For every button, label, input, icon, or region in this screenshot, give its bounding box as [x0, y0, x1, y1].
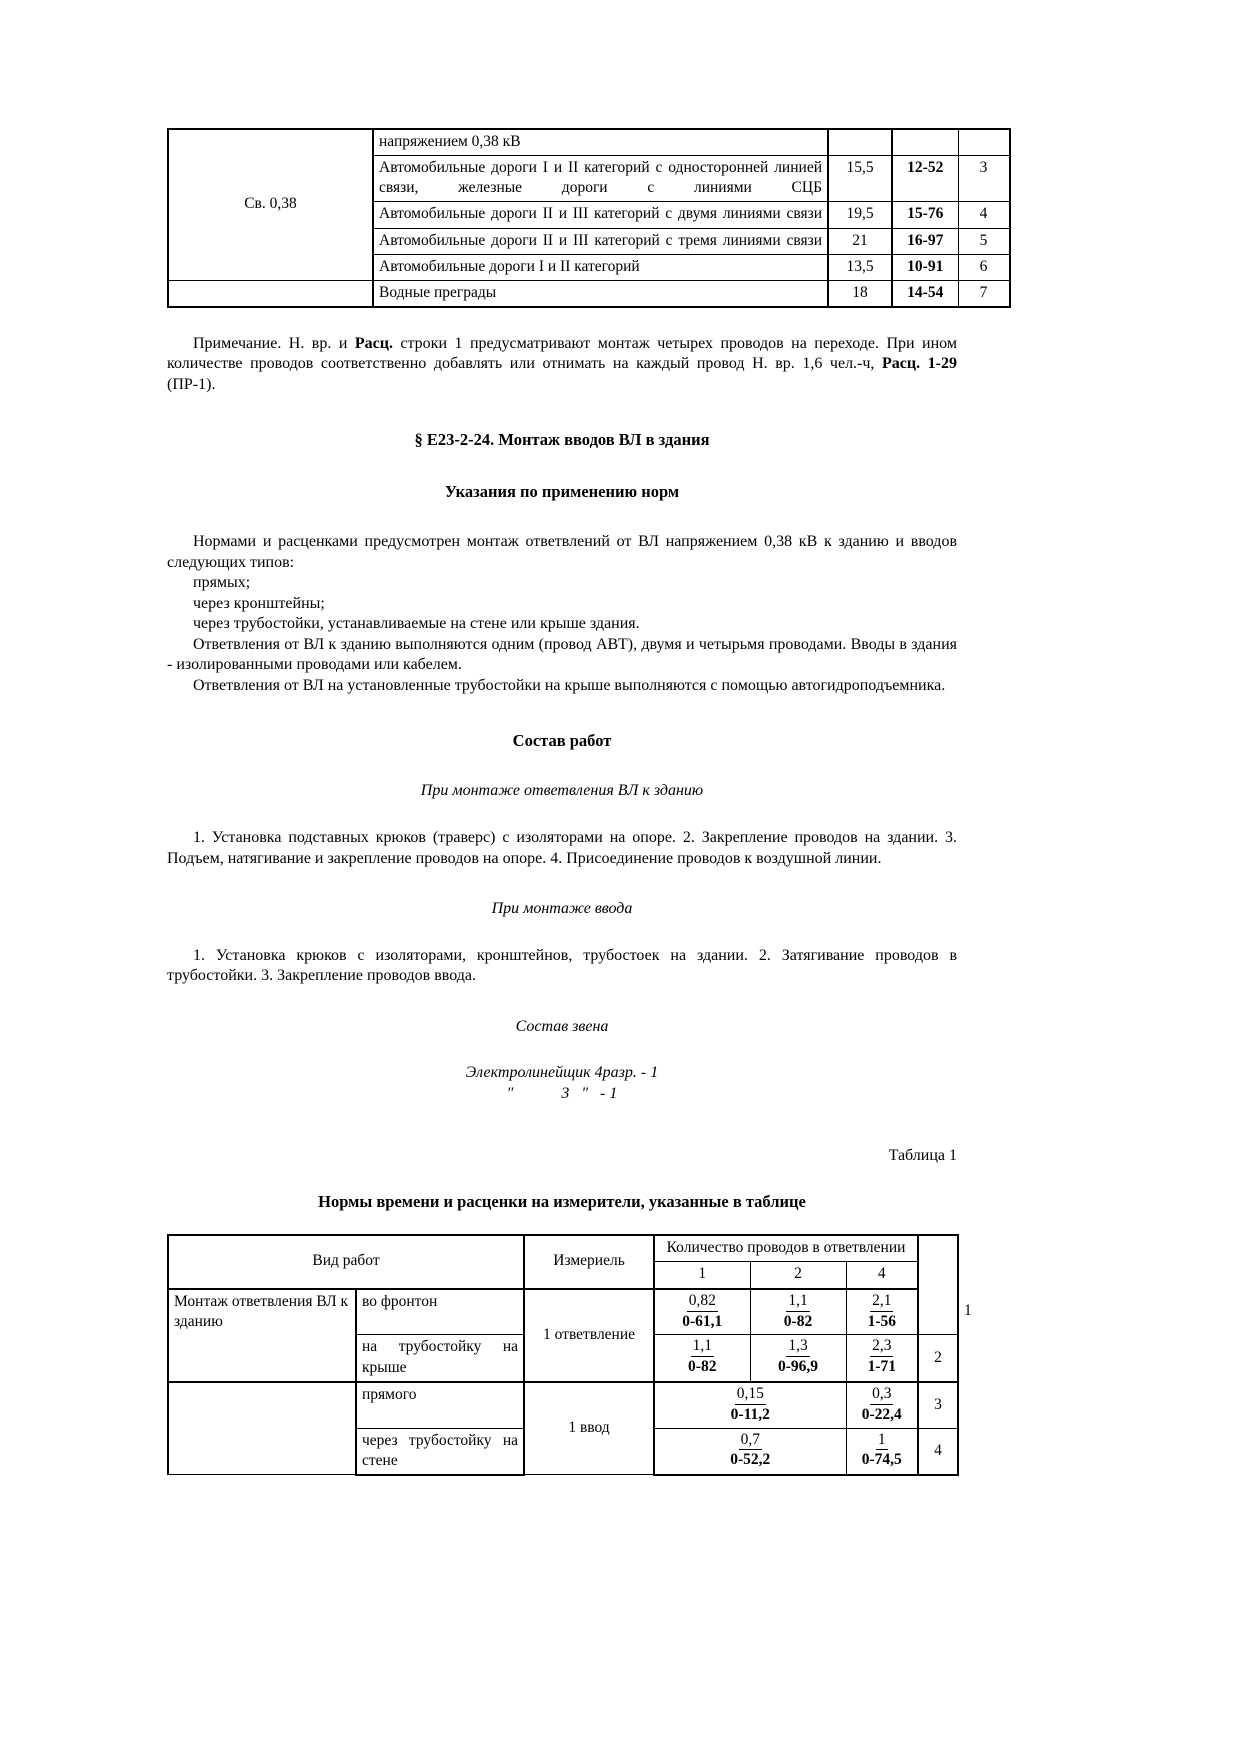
- works-heading: Состав работ: [512, 731, 612, 751]
- cell-row-number: 4: [958, 202, 1010, 228]
- rate-numerator: 1,1: [691, 1337, 714, 1357]
- rate-numerator: 2,1: [870, 1292, 893, 1312]
- cell-row-number: 7: [958, 280, 1010, 307]
- cell-rate-4wire: [846, 1428, 918, 1475]
- intro-list-item-2: через кронштейны;: [193, 594, 325, 612]
- note-label: Примечание.: [193, 334, 282, 352]
- rate-numerator: 0,3: [870, 1385, 893, 1405]
- intro-list-item-1: прямых;: [193, 574, 251, 592]
- table-row: Монтаж ответвления ВЛ к зданию во фронтон 1 ответвление 0,82 0-61,1 1,1 0-82 2,1 1-56 1: [168, 1289, 958, 1335]
- rate-numerator: 0,7: [739, 1431, 762, 1451]
- cell-value-nvr: 21: [828, 228, 892, 254]
- note-text-1: Н. вр. и: [281, 334, 355, 352]
- cell-voltage: Св. 0,38: [168, 129, 373, 280]
- header-wire-count: Количество проводов в ответвлении: [654, 1235, 918, 1262]
- table-row: [168, 1382, 958, 1428]
- header-wires-2: 2: [750, 1262, 846, 1289]
- rate-denominator: 0-61,1: [682, 1312, 723, 1330]
- rate-denominator: 0-11,2: [730, 1405, 770, 1423]
- cell-description: Автомобильные дороги I и II категорий с односторонней линией связи, железные дороги с линиями СЦБ: [373, 156, 828, 202]
- rate-denominator: 1-56: [867, 1312, 896, 1330]
- section-title: § Е23-2-24. Монтаж вводов ВЛ в здания: [414, 430, 710, 450]
- rate-numerator: 1: [876, 1431, 888, 1451]
- cell-description: Автомобильные дороги I и II категорий: [373, 254, 828, 280]
- cell-value-nvr: 19,5: [828, 202, 892, 228]
- rate-numerator: 2,3: [870, 1337, 893, 1357]
- cell-measure: 1 ввод: [524, 1382, 654, 1475]
- cell-work-kind: во фронтон: [356, 1289, 524, 1335]
- cell-row-number: 5: [958, 228, 1010, 254]
- rate-numerator: 1,1: [786, 1292, 809, 1312]
- cell-description: Водные преграды: [373, 280, 828, 307]
- cell-rate-2wire: [750, 1289, 846, 1335]
- cell-row-number: 3: [958, 156, 1010, 202]
- crew-heading: Состав звена: [515, 1017, 609, 1035]
- rate-numerator: 0,15: [735, 1385, 766, 1405]
- table-number-label: Таблица 1: [888, 1146, 957, 1164]
- bottom-table-caption: Нормы времени и расценки на измерители, указанные в таблице: [318, 1191, 806, 1211]
- cell-value-nvr: 13,5: [828, 254, 892, 280]
- cell-description: напряжением 0,38 кВ: [373, 129, 828, 156]
- cell-work-group: Монтаж ответвления ВЛ к зданию: [168, 1289, 356, 1382]
- cell-value-nvr: 18: [828, 280, 892, 307]
- cell-rate-4wire: [846, 1382, 918, 1428]
- cell-row-number: 3: [918, 1382, 958, 1428]
- cell-rate-4wire: [846, 1335, 918, 1382]
- rate-denominator: 0-22,4: [861, 1405, 902, 1423]
- cell-value-rasc: 16-97: [892, 228, 958, 254]
- rate-denominator: 0-82: [688, 1358, 717, 1376]
- intro-paragraph-2: Ответвления от ВЛ к зданию выполняются одним (провод АВТ), двумя и четырьмя проводами. Вводы в здания - изолированными проводами или кабелем.: [167, 635, 957, 674]
- crew-line-2: " 3 " - 1: [506, 1085, 618, 1103]
- header-measure: Измериель: [524, 1235, 654, 1288]
- rate-denominator: 0-96,9: [777, 1358, 819, 1376]
- cell-measure: 1 ответвление: [524, 1289, 654, 1382]
- crew-composition: [167, 1062, 957, 1105]
- note-text-3: (ПР-1).: [167, 375, 216, 393]
- cell-description: Автомобильные дороги II и III категорий с двумя линиями связи: [373, 202, 828, 228]
- cell-voltage: [168, 280, 373, 307]
- top-norms-table: [167, 128, 1011, 308]
- header-row-number: [918, 1235, 958, 1335]
- rate-numerator: 0,82: [687, 1292, 718, 1312]
- cell-value-nvr: 15,5: [828, 156, 892, 202]
- table-header-row: [168, 1235, 958, 1262]
- works-subheading-2: При монтаже ввода: [491, 900, 633, 918]
- note-text-2: строки 1 предусматривают монтаж четырех проводов на переходе. При ином количестве проводов соответственно добавлять или отнимать на каждый провод Н. вр. 1,6 чел.-ч,: [167, 334, 957, 373]
- table-row: [168, 129, 1010, 156]
- intro-paragraph-1: Нормами и расценками предусмотрен монтаж ответвлений от ВЛ напряжением 0,38 кВ к зданию и вводов следующих типов:: [167, 533, 957, 571]
- cell-row-number: [958, 129, 1010, 156]
- rate-denominator: 0-82: [783, 1312, 813, 1330]
- page-content: [167, 128, 988, 1476]
- cell-value-rasc: 10-91: [892, 254, 958, 280]
- intro-paragraph-3: Ответвления от ВЛ на установленные трубостойки на крыше выполняются с помощью автогидроподъемника.: [193, 676, 946, 694]
- table-row: [168, 280, 1010, 307]
- header-wires-1: 1: [654, 1262, 750, 1289]
- cell-row-number: 6: [958, 254, 1010, 280]
- works-body-2: 1. Установка крюков с изоляторами, кронштейнов, трубостоек на здании. 2. Затягивание проводов в трубостойки. 3. Закрепление проводов ввода.: [167, 946, 957, 985]
- cell-rate-4wire: [846, 1289, 918, 1335]
- cell-rate-span-1-2: [654, 1428, 846, 1475]
- cell-row-number: 2: [918, 1335, 958, 1382]
- crew-line-1: Электролинейщик 4разр. - 1: [465, 1063, 659, 1081]
- rate-denominator: 1-71: [867, 1358, 896, 1376]
- note-paragraph: [167, 334, 957, 395]
- rate-denominator: 0-52,2: [730, 1451, 771, 1469]
- cell-value-rasc: 15-76: [892, 202, 958, 228]
- cell-work-kind: на трубостойку на крыше: [356, 1335, 524, 1382]
- note-bold-1: Расц.: [354, 334, 393, 352]
- section-subtitle: Указания по применению норм: [444, 481, 680, 501]
- cell-work-kind: прямого: [356, 1382, 524, 1428]
- cell-value-rasc: 12-52: [892, 156, 958, 202]
- cell-value-rasc: 14-54: [892, 280, 958, 307]
- intro-list-item-3: через трубостойки, устанавливаемые на стене или крыше здания.: [193, 615, 640, 633]
- cell-value-nvr: [828, 129, 892, 156]
- rate-denominator: 0-74,5: [861, 1451, 902, 1469]
- cell-rate-1wire: [654, 1335, 750, 1382]
- cell-work-group: [168, 1382, 356, 1475]
- cell-work-kind: через трубостойку на стене: [356, 1428, 524, 1475]
- cell-rate-1wire: [654, 1289, 750, 1335]
- cell-description: Автомобильные дороги II и III категорий с тремя линиями связи: [373, 228, 828, 254]
- works-subheading-1: При монтаже ответвления ВЛ к зданию: [420, 782, 704, 800]
- cell-row-number: 4: [918, 1428, 958, 1475]
- cell-rate-span-1-2: [654, 1382, 846, 1428]
- note-bold-2: Расц. 1-29: [882, 355, 958, 373]
- works-body-1: 1. Установка подставных крюков (траверс) с изоляторами на опоре. 2. Закрепление проводов на здании. 3. Подъем, натягивание и закрепление проводов на опоре. 4. Присоединение проводов к воздушной линии.: [167, 829, 957, 867]
- cell-rate-2wire: [750, 1335, 846, 1382]
- cell-value-rasc: [892, 129, 958, 156]
- rate-numerator: 1,3: [786, 1337, 809, 1357]
- header-wires-4: 4: [846, 1262, 918, 1289]
- bottom-norms-table: [167, 1234, 972, 1475]
- header-work-type: Вид работ: [168, 1235, 524, 1288]
